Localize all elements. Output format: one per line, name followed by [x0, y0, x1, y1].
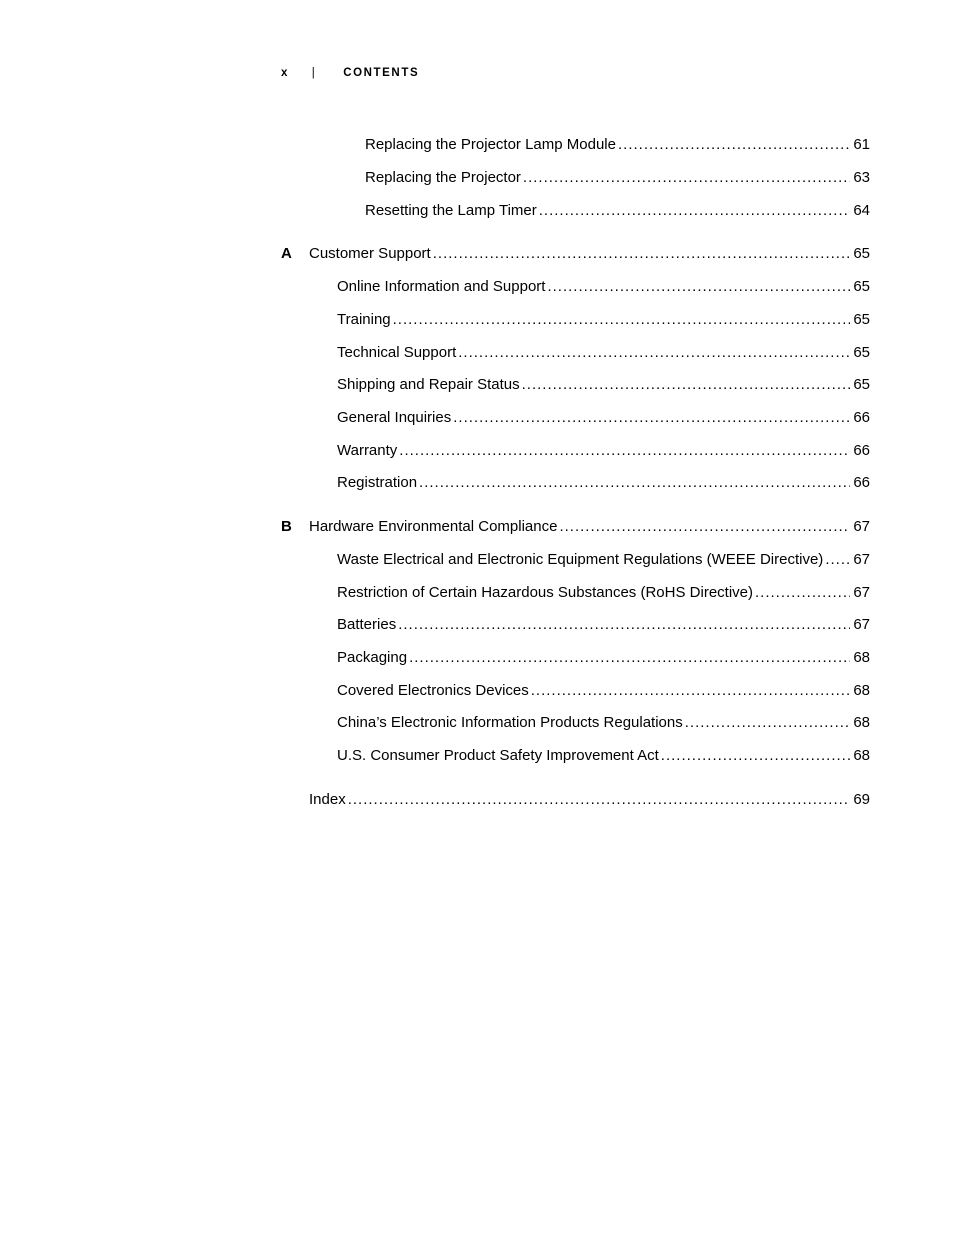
dot-leader	[399, 440, 850, 462]
toc-entry-page: 65	[853, 278, 870, 295]
toc-entry-page: 67	[853, 518, 870, 535]
toc-entry-title: Hardware Environmental Compliance	[309, 518, 558, 535]
dot-leader	[547, 276, 850, 298]
toc-entry-title: U.S. Consumer Product Safety Improvement Act	[337, 747, 659, 764]
dot-leader	[539, 200, 851, 222]
header-page-number: x	[281, 67, 289, 79]
toc-entry-title: Registration	[337, 474, 418, 491]
toc-entry-page: 64	[853, 202, 870, 219]
toc-entry-page: 66	[853, 409, 870, 426]
toc-entry-page: 66	[853, 474, 870, 491]
toc-entry-title: Batteries	[337, 616, 397, 633]
toc-entry-title: Covered Electronics Devices	[337, 682, 529, 699]
toc-entry-page: 63	[853, 169, 870, 186]
toc-entry[interactable]	[337, 549, 870, 571]
toc-entry[interactable]	[337, 472, 870, 494]
toc-entry[interactable]	[337, 407, 870, 429]
toc-entry-page: 65	[853, 376, 870, 393]
dot-leader	[522, 374, 851, 396]
toc-entry-page: 69	[853, 791, 870, 808]
toc-entry-title: Replacing the Projector Lamp Module	[365, 136, 616, 153]
toc-entry-title: Technical Support	[337, 344, 457, 361]
toc-entry[interactable]	[365, 167, 870, 189]
toc-entry-title: General Inquiries	[337, 409, 452, 426]
appendix-letter: A	[281, 245, 292, 262]
toc-entry-title: Replacing the Projector	[365, 169, 521, 186]
toc-entry[interactable]	[337, 342, 870, 364]
toc-entry[interactable]	[337, 680, 870, 702]
toc-entry[interactable]	[337, 309, 870, 331]
toc-entry[interactable]	[337, 582, 870, 604]
dot-leader	[523, 167, 850, 189]
dot-leader	[661, 745, 851, 767]
dot-leader	[453, 407, 850, 429]
toc-entry[interactable]	[337, 712, 870, 734]
toc-entry-title: Restriction of Certain Hazardous Substances (RoHS Directive)	[337, 584, 753, 601]
toc-entry[interactable]	[337, 745, 870, 767]
toc-entry[interactable]	[365, 134, 870, 156]
toc-entry[interactable]	[337, 276, 870, 298]
toc-entry-title: Online Information and Support	[337, 278, 546, 295]
toc-entry[interactable]	[337, 440, 870, 462]
dot-leader	[398, 614, 850, 636]
toc-entry-page: 67	[853, 616, 870, 633]
dot-leader	[348, 789, 851, 811]
toc-entry-page: 65	[853, 245, 870, 262]
toc-entry-page: 68	[853, 649, 870, 666]
dot-leader	[559, 516, 850, 538]
toc-entry[interactable]	[365, 200, 870, 222]
toc-entry-page: 61	[853, 136, 870, 153]
toc-entry-title: China’s Electronic Information Products Regulations	[337, 714, 683, 731]
toc-entry-page: 67	[853, 551, 870, 568]
toc-entry-page: 65	[853, 344, 870, 361]
dot-leader	[618, 134, 850, 156]
dot-leader	[393, 309, 851, 331]
toc-entry[interactable]	[337, 614, 870, 636]
toc-entry-title: Customer Support	[309, 245, 431, 262]
dot-leader	[531, 680, 851, 702]
toc-entry-title: Waste Electrical and Electronic Equipment Regulations (WEEE Directive)	[337, 551, 824, 568]
appendix-letter: B	[281, 518, 292, 535]
toc-entry-page: 68	[853, 682, 870, 699]
toc-entry-title: Packaging	[337, 649, 408, 666]
dot-leader	[825, 549, 850, 571]
toc-appendix-entry[interactable]	[281, 243, 870, 265]
toc-entry-title: Resetting the Lamp Timer	[365, 202, 537, 219]
toc-entry-title: Index	[309, 791, 346, 808]
header-separator: |	[311, 67, 317, 79]
toc-entry-title: Warranty	[337, 442, 398, 459]
toc-entry-title: Training	[337, 311, 391, 328]
dot-leader	[685, 712, 851, 734]
toc-entry[interactable]	[337, 647, 870, 669]
toc-entry-page: 66	[853, 442, 870, 459]
toc-entry-page: 67	[853, 584, 870, 601]
toc-entry-page: 68	[853, 714, 870, 731]
toc-entry-page: 68	[853, 747, 870, 764]
toc-entry[interactable]	[337, 374, 870, 396]
dot-leader	[458, 342, 850, 364]
toc-entry-page: 65	[853, 311, 870, 328]
dot-leader	[419, 472, 850, 494]
running-header	[281, 67, 419, 79]
toc-index-entry[interactable]	[309, 789, 870, 811]
dot-leader	[755, 582, 850, 604]
toc-appendix-entry[interactable]	[281, 516, 870, 538]
toc-entry-title: Shipping and Repair Status	[337, 376, 520, 393]
header-title: CONTENTS	[343, 67, 420, 79]
dot-leader	[433, 243, 851, 265]
dot-leader	[409, 647, 850, 669]
